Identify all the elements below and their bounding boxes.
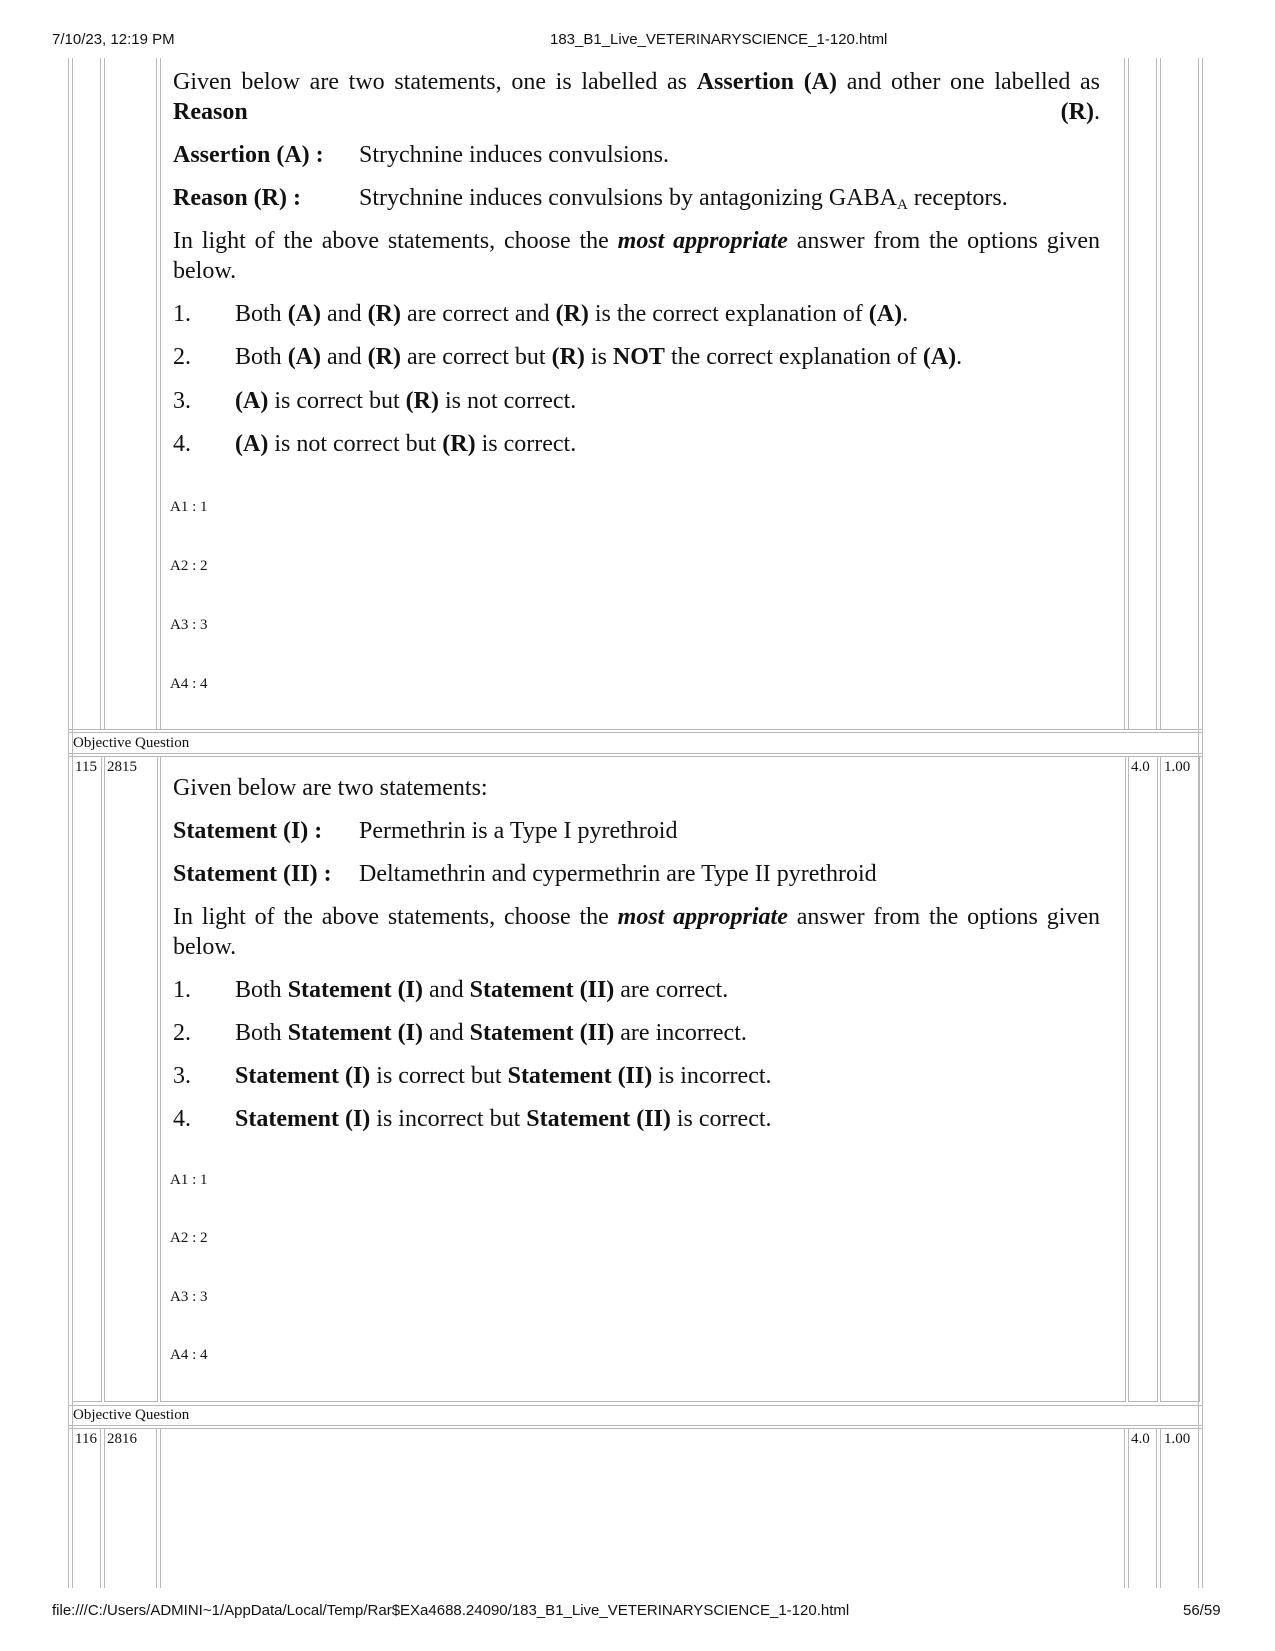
question-number: 115 [75, 759, 97, 775]
option-number: 1. [173, 301, 191, 327]
question-id: 2815 [107, 759, 137, 775]
question-intro: Given below are two statements: [173, 775, 488, 801]
assertion-text: Strychnine induces convulsions. [359, 142, 669, 168]
negative-marks: 1.00 [1164, 1431, 1191, 1447]
statement-1-text: Permethrin is a Type I pyrethroid [359, 818, 678, 844]
option-text: Both (A) and (R) are correct but (R) is NOT the correct explanation of (A). [235, 344, 963, 370]
option-number: 4. [173, 1106, 191, 1132]
statement-1-label: Statement (I) : [173, 818, 323, 844]
print-file-title: 183_B1_Live_VETERINARYSCIENCE_1-120.html [550, 31, 888, 48]
statement-2-text: Deltamethrin and cypermethrin are Type II pyrethroid [359, 861, 877, 887]
option-number: 3. [173, 1063, 191, 1089]
option-text: (A) is not correct but (R) is correct. [235, 431, 577, 457]
answer-key: A3 : 3 [170, 617, 208, 633]
option-text: (A) is correct but (R) is not correct. [235, 388, 577, 414]
instruction-text: In light of the above statements, choose the most appropriate answer from the options given below. [173, 228, 1101, 284]
answer-key: A1 : 1 [170, 499, 208, 515]
option-text: Statement (I) is correct but Statement (II) is incorrect. [235, 1063, 772, 1089]
reason-text: Strychnine induces convulsions by antagonizing $GABA_A$ receptors. [359, 185, 1008, 213]
option-text: Both Statement (I) and Statement (II) are incorrect. [235, 1020, 747, 1046]
question-number: 116 [75, 1431, 97, 1447]
answer-key: A1 : 1 [170, 1172, 208, 1188]
option-text: Both Statement (I) and Statement (II) are correct. [235, 977, 729, 1003]
marks: 4.0 [1131, 759, 1150, 775]
option-text: Statement (I) is incorrect but Statement (II) is correct. [235, 1106, 772, 1132]
option-number: 1. [173, 977, 191, 1003]
answer-key: A4 : 4 [170, 1347, 208, 1363]
marks: 4.0 [1131, 1431, 1150, 1447]
answer-key: A3 : 3 [170, 1289, 208, 1305]
option-number: 4. [173, 431, 191, 457]
reason-label: Reason (R) : [173, 185, 301, 211]
instruction-text: In light of the above statements, choose the most appropriate answer from the options given below. [173, 904, 1101, 960]
answer-key: A2 : 2 [170, 1230, 208, 1246]
answer-key: A4 : 4 [170, 676, 208, 692]
option-number: 2. [173, 1020, 191, 1046]
question-id: 2816 [107, 1431, 137, 1447]
section-label: Objective Question [73, 1407, 190, 1423]
option-number: 2. [173, 344, 191, 370]
question-intro: Given below are two statements, one is labelled as Assertion (A) and other one labelled as Reason (R). [173, 69, 1101, 125]
negative-marks: 1.00 [1164, 759, 1191, 775]
answer-key: A2 : 2 [170, 558, 208, 574]
option-number: 3. [173, 388, 191, 414]
section-label: Objective Question [73, 735, 190, 751]
assertion-label: Assertion (A) : [173, 142, 324, 168]
statement-2-label: Statement (II) : [173, 861, 332, 887]
option-text: Both (A) and (R) are correct and (R) is the correct explanation of (A). [235, 301, 909, 327]
page-number: 56/59 [1183, 1602, 1221, 1619]
print-datetime: 7/10/23, 12:19 PM [52, 31, 175, 48]
print-file-path: file:///C:/Users/ADMINI~1/AppData/Local/Temp/Rar$EXa4688.24090/183_B1_Live_VETERINARYSCIENCE_1-120.html [52, 1602, 850, 1619]
